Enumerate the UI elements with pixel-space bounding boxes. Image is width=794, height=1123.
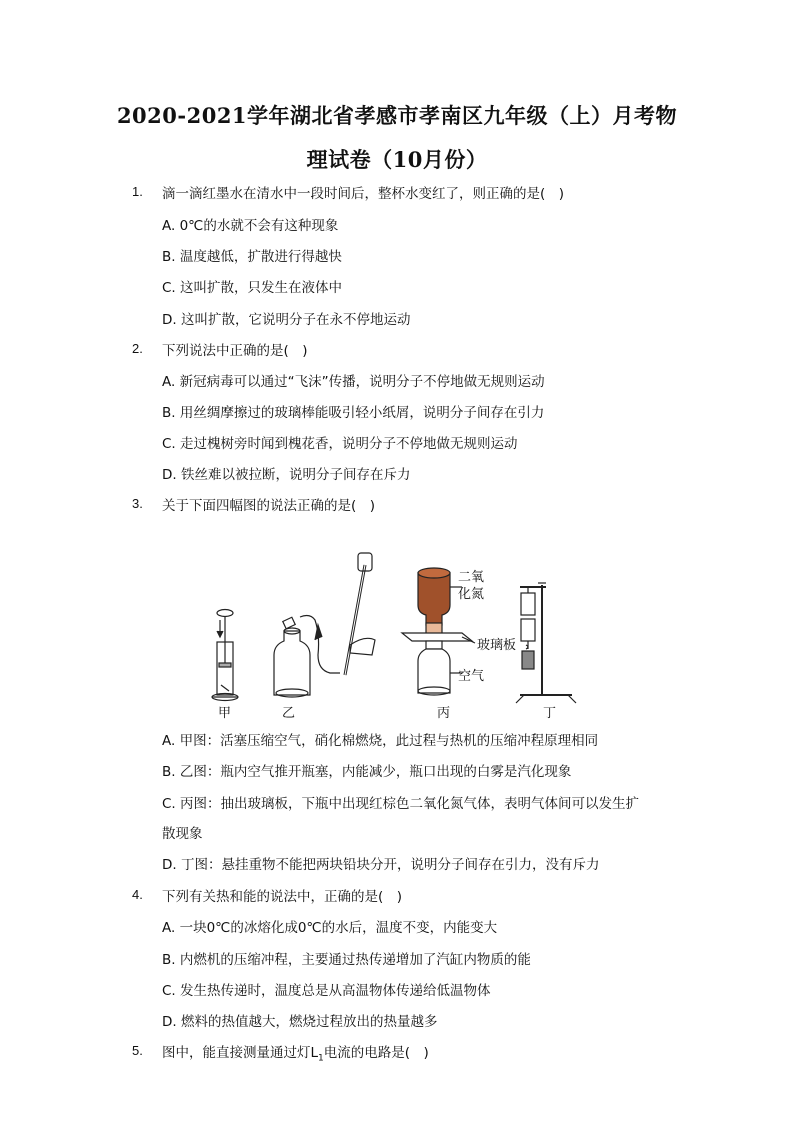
question-stem-subscript: 1 bbox=[318, 1053, 324, 1064]
figure-jia-apparatus bbox=[212, 610, 238, 701]
option-d: D. 燃料的热值越大，燃烧过程放出的热量越多 bbox=[162, 1014, 438, 1030]
page-title-line-2: 理试卷（10月份） bbox=[306, 147, 488, 172]
figure-yi-apparatus bbox=[274, 553, 375, 697]
question-stem: 滴一滴红墨水在清水中一段时间后，整杯水变红了，则正确的是( ) bbox=[162, 186, 565, 202]
question-number: 2. bbox=[132, 341, 143, 356]
option-a: A. 0℃的水就不会有这种现象 bbox=[162, 218, 339, 234]
question-stem-pre: 图中，能直接测量通过灯L bbox=[162, 1045, 319, 1061]
option-b: B. 用丝绸摩擦过的玻璃棒能吸引轻小纸屑，说明分子间存在引力 bbox=[162, 405, 545, 421]
option-c: C. 丙图：抽出玻璃板，下瓶中出现红棕色二氧化氮气体，表明气体间可以发生扩 bbox=[162, 796, 640, 812]
figure-ding-apparatus bbox=[516, 583, 576, 703]
option-b: B. 内燃机的压缩冲程，主要通过热传递增加了汽缸内物质的能 bbox=[162, 952, 531, 968]
figure-label-bing: 丙 bbox=[437, 706, 451, 720]
question-stem: 关于下面四幅图的说法正确的是( ) bbox=[162, 498, 376, 514]
question-stem: 下列有关热和能的说法中，正确的是( ) bbox=[162, 889, 403, 905]
option-d: D. 丁图：悬挂重物不能把两块铅块分开，说明分子间存在引力，没有斥力 bbox=[162, 857, 600, 873]
question-stem-post: 电流的电路是( ) bbox=[323, 1045, 429, 1061]
question-stem: 下列说法中正确的是( ) bbox=[162, 343, 308, 359]
figure-label-no2-a: 二氧 bbox=[458, 570, 485, 585]
option-a: A. 一块0℃的冰熔化成0℃的水后，温度不变，内能变大 bbox=[162, 920, 498, 936]
figure-label-yi: 乙 bbox=[282, 706, 296, 720]
option-d: D. 铁丝难以被拉断，说明分子间存在斥力 bbox=[162, 467, 411, 483]
question-number: 5. bbox=[132, 1043, 143, 1058]
option-a: A. 甲图：活塞压缩空气，硝化棉燃烧，此过程与热机的压缩冲程原理相同 bbox=[162, 733, 599, 749]
option-a: A. 新冠病毒可以通过“飞沫”传播，说明分子不停地做无规则运动 bbox=[162, 374, 545, 390]
figure-label-no2-b: 化氮 bbox=[458, 587, 485, 602]
question-number: 1. bbox=[132, 184, 143, 199]
figure-label-ding: 丁 bbox=[543, 706, 557, 720]
question-number: 4. bbox=[132, 887, 143, 902]
experiment-figure bbox=[200, 545, 580, 720]
option-c: C. 走过槐树旁时闻到槐花香，说明分子不停地做无规则运动 bbox=[162, 436, 518, 452]
option-d: D. 这叫扩散，它说明分子在永不停地运动 bbox=[162, 312, 411, 328]
figure-label-air: 空气 bbox=[458, 669, 485, 684]
option-c: C. 发生热传递时，温度总是从高温物体传递给低温物体 bbox=[162, 983, 491, 999]
page-title-line-1: 2020-2021学年湖北省孝感市孝南区九年级（上）月考物 bbox=[116, 103, 678, 128]
option-b: B. 乙图：瓶内空气推开瓶塞，内能减少，瓶口出现的白雾是汽化现象 bbox=[162, 764, 572, 780]
option-c-continued: 散现象 bbox=[162, 826, 203, 842]
question-number: 3. bbox=[132, 496, 143, 511]
figure-label-jia: 甲 bbox=[218, 706, 232, 720]
option-b: B. 温度越低，扩散进行得越快 bbox=[162, 249, 342, 265]
option-c: C. 这叫扩散，只发生在液体中 bbox=[162, 280, 343, 296]
figure-label-glass-plate: 玻璃板 bbox=[477, 638, 517, 653]
question-stem bbox=[162, 1041, 429, 1064]
